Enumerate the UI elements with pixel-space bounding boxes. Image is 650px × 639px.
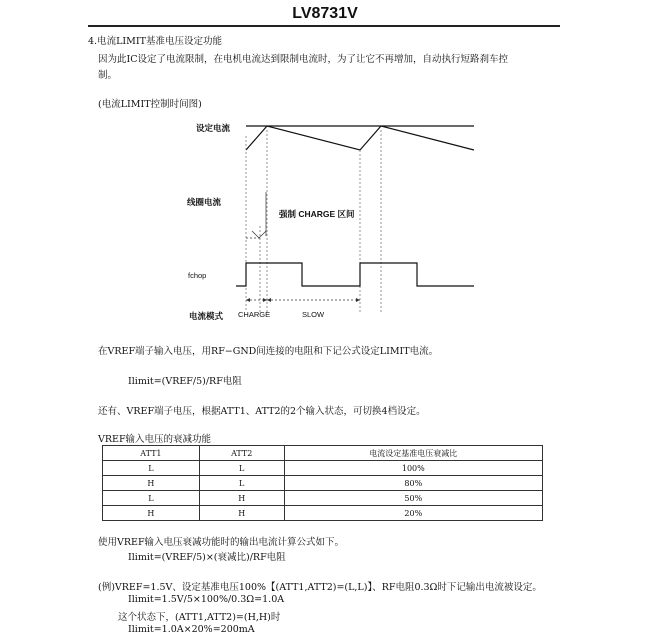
slow-label: SLOW xyxy=(302,310,325,319)
arrowhead xyxy=(356,298,360,302)
document-title: LV8731V xyxy=(292,5,358,22)
table-row xyxy=(103,476,543,491)
attenuation-table xyxy=(102,445,543,521)
fchop-label: fchop xyxy=(188,271,207,280)
table-cell: L xyxy=(103,491,200,506)
table-header-cell: ATT2 xyxy=(199,446,284,461)
arrowhead xyxy=(246,298,250,302)
example-calculation: Ilimit=1.5V/5×100%/0.3Ω=1.0A xyxy=(128,594,285,605)
table-cell: H xyxy=(103,476,200,491)
coil-current-label: 线圈电流 xyxy=(187,197,222,207)
after-table-text: 使用VREF输入电压衰减功能时的输出电流计算公式如下。 xyxy=(98,537,345,548)
table-cell: H xyxy=(199,491,284,506)
table-header-cell: ATT1 xyxy=(103,446,200,461)
formula-2: Ilimit=(VREF/5)×(衰减比)/RF电阻 xyxy=(128,552,286,563)
table-cell: L xyxy=(103,461,200,476)
coil-current-waveform xyxy=(246,126,474,150)
section-heading: 4.电流LIMIT基准电压设定功能 xyxy=(88,36,222,47)
forced-charge-arrow xyxy=(252,231,259,238)
fchop-waveform xyxy=(236,263,474,286)
forced-charge-label: 强制 CHARGE 区间 xyxy=(279,209,355,219)
table-cell: H xyxy=(199,506,284,521)
arrowhead xyxy=(267,298,271,302)
current-mode-label: 电流模式 xyxy=(189,311,224,321)
table-row xyxy=(103,461,543,476)
paragraph-line-1: 因为此IC设定了电流限制，在电机电流达到限制电流时，为了让它不再增加，自动执行短路刹车控 xyxy=(98,54,509,65)
formula-1: Ilimit=(VREF/5)/RF电阻 xyxy=(128,376,242,387)
table-title: VREF输入电压的衰减功能 xyxy=(98,434,212,445)
table-cell: 50% xyxy=(284,491,542,506)
att-intro-text: 还有、VREF端子电压，根据ATT1、ATT2的2个输入状态，可切换4档设定。 xyxy=(98,406,426,417)
table-cell: L xyxy=(199,461,284,476)
table-cell: H xyxy=(103,506,200,521)
charge-label: CHARGE xyxy=(238,310,271,319)
diagram-caption: (电流LIMIT控制时间图) xyxy=(98,99,202,110)
table-header-cell: 电流设定基准电压衰减比 xyxy=(284,446,542,461)
set-current-label: 设定电流 xyxy=(196,123,231,133)
table-header-row xyxy=(103,446,543,461)
table-cell: 20% xyxy=(284,506,542,521)
table-cell: L xyxy=(199,476,284,491)
vref-intro-text: 在VREF端子输入电压，用RF−GND间连接的电阻和下记公式设定LIMIT电流。 xyxy=(98,346,439,357)
final-calculation: Ilimit=1.0A×20%=200mA xyxy=(128,624,255,635)
paragraph-line-2: 制。 xyxy=(98,70,118,81)
table-row xyxy=(103,506,543,521)
table-cell: 80% xyxy=(284,476,542,491)
arrowhead xyxy=(263,298,267,302)
table-cell: 100% xyxy=(284,461,542,476)
state-line: 这个状态下，(ATT1,ATT2)=(H,H)时 xyxy=(118,612,281,623)
example-text: (例)VREF=1.5V、设定基准电压100%【(ATT1,ATT2)=(L,L)】、RF电阻0.3Ω时下记输出电流被设定。 xyxy=(98,582,542,593)
table-row xyxy=(103,491,543,506)
